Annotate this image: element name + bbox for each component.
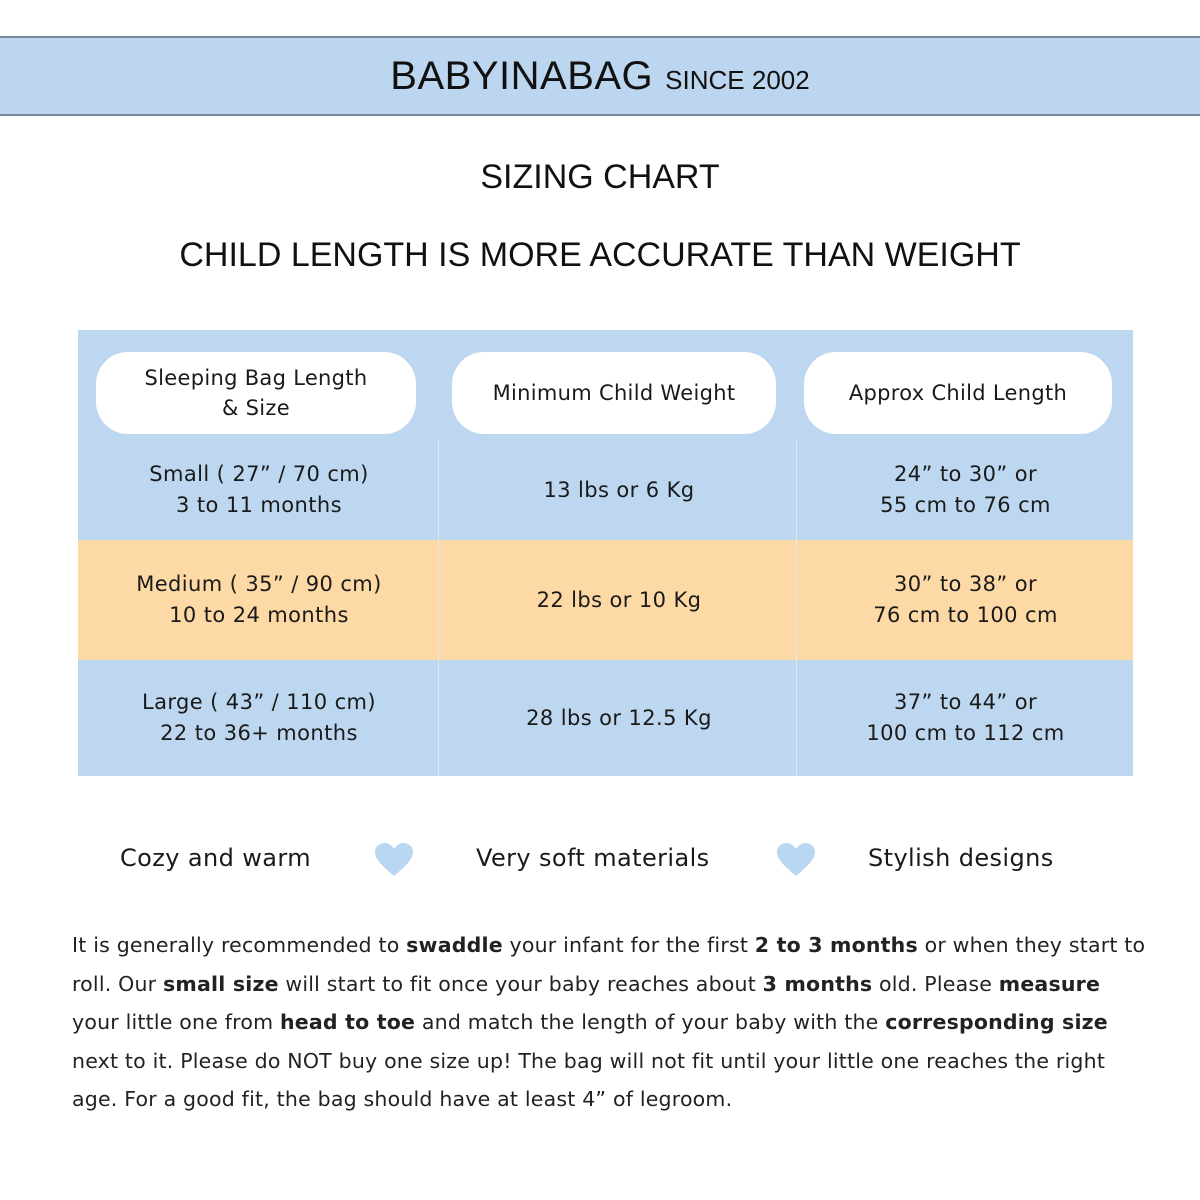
heart-icon [374, 842, 414, 878]
para-text: next to it. Please do NOT buy one size up! The bag will not fit until your little one reaches the right age. For a good fit, the bag should have at least 4” of legroom. [72, 1048, 1106, 1111]
table-cell: 30” to 38” or 76 cm to 100 cm [873, 572, 1058, 627]
para-text: your infant for the first [502, 933, 755, 957]
table-cell: Small ( 27” / 70 cm) 3 to 11 months [149, 462, 369, 517]
para-emphasis: swaddle [406, 933, 503, 957]
para-emphasis: 3 months [762, 971, 873, 996]
table-cell: Medium ( 35” / 90 cm) 10 to 24 months [136, 572, 382, 627]
column-divider [796, 440, 797, 776]
para-text: It is generally recommended to [72, 933, 407, 957]
table-cell: 22 lbs or 10 Kg [536, 587, 702, 612]
para-emphasis: 2 to 3 months [754, 933, 918, 957]
header-child-length: Approx Child Length [804, 352, 1112, 434]
table-cell: 37” to 44” or 100 cm to 112 cm [866, 690, 1065, 745]
feature-soft: Very soft materials [476, 844, 710, 872]
para-text: or when they start to roll. Our [72, 933, 1146, 996]
header-min-weight: Minimum Child Weight [452, 352, 776, 434]
para-text: will start to fit once your baby reaches about [278, 971, 763, 996]
page-title: SIZING CHART [480, 158, 720, 196]
sizing-advice-paragraph [72, 926, 1147, 1119]
table-cell: 13 lbs or 6 Kg [543, 477, 695, 502]
brand-since: SINCE 2002 [665, 64, 810, 95]
brand-name: BABYINABAG [390, 53, 654, 98]
table-row-small [78, 440, 1133, 540]
para-emphasis: corresponding size [885, 1010, 1108, 1034]
heart-icon [776, 842, 816, 878]
table-row-medium [78, 540, 1133, 660]
table-cell: 24” to 30” or 55 cm to 76 cm [880, 462, 1051, 517]
feature-cozy: Cozy and warm [120, 844, 312, 872]
table-row-large [78, 660, 1133, 776]
para-emphasis: head to toe [280, 1010, 416, 1034]
page-subtitle: CHILD LENGTH IS MORE ACCURATE THAN WEIGHT [179, 236, 1021, 274]
table-cell: 28 lbs or 12.5 Kg [526, 705, 712, 730]
para-text: and match the length of your baby with the [415, 1010, 886, 1034]
brand-header [0, 36, 1200, 116]
feature-strip [0, 838, 1200, 888]
para-text: your little one from [72, 1010, 280, 1034]
feature-stylish: Stylish designs [868, 844, 1054, 872]
para-emphasis: small size [163, 971, 279, 996]
table-cell: Large ( 43” / 110 cm) 22 to 36+ months [141, 690, 376, 745]
column-divider [438, 440, 439, 776]
para-emphasis: measure [998, 971, 1101, 996]
sizing-table [78, 330, 1133, 776]
header-bag-size: Sleeping Bag Length & Size [96, 352, 416, 434]
para-text: old. Please [872, 971, 999, 996]
